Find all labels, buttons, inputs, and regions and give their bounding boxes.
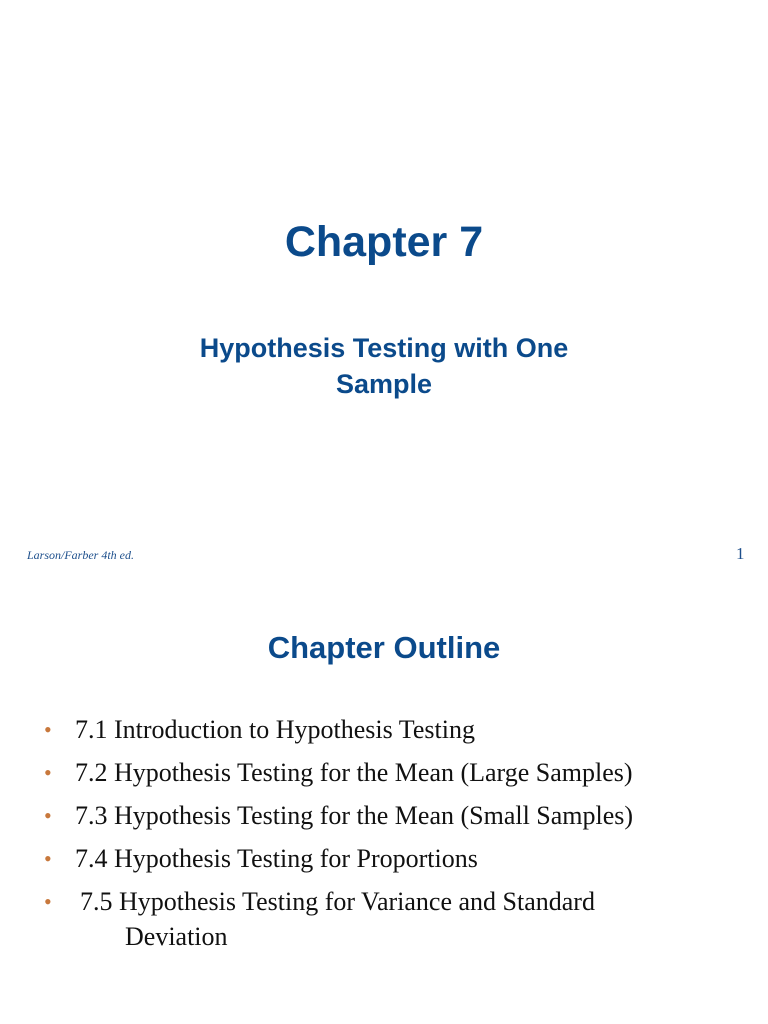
footer-citation: Larson/Farber 4th ed. <box>27 548 135 562</box>
chapter-title: Chapter 7 <box>284 218 484 266</box>
bullet-icon: • <box>44 803 52 828</box>
bullet-icon: • <box>44 717 52 742</box>
list-item-text: 7.2 Hypothesis Testing for the Mean (Large Samples) <box>75 758 633 787</box>
list-item-text: 7.4 Hypothesis Testing for Proportions <box>75 844 478 873</box>
list-item <box>44 712 744 747</box>
bullet-icon: • <box>44 889 52 914</box>
slide-outline <box>0 576 768 1024</box>
list-item <box>44 884 744 954</box>
list-item-text: 7.3 Hypothesis Testing for the Mean (Small Samples) <box>75 801 634 830</box>
page-number: 1 <box>736 544 745 563</box>
outline-title: Chapter Outline <box>267 630 501 665</box>
outline-list <box>44 712 744 962</box>
list-item <box>44 841 744 876</box>
list-item-text: 7.5 Hypothesis Testing for Variance and Standard <box>80 887 595 916</box>
list-item-continuation: Deviation <box>125 922 228 951</box>
list-item-text: 7.1 Introduction to Hypothesis Testing <box>75 715 475 744</box>
list-item <box>44 755 744 790</box>
bullet-icon: • <box>44 760 52 785</box>
chapter-subtitle: Hypothesis Testing with One Sample <box>199 333 569 399</box>
list-item <box>44 798 744 833</box>
bullet-icon: • <box>44 846 52 871</box>
